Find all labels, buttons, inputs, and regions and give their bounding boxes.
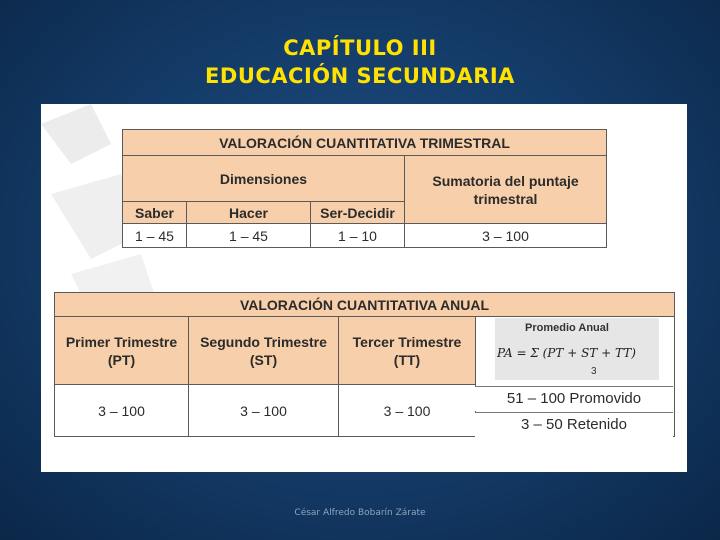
quarterly-valuation-table (122, 129, 607, 248)
result-retained: 3 – 50 Retenido (475, 412, 673, 437)
content-panel (41, 104, 687, 472)
title-line-2: EDUCACIÓN SECUNDARIA (205, 64, 515, 88)
annual-average-formula (495, 318, 659, 380)
third-quarter-abbr: (TT) (393, 351, 421, 368)
second-quarter-label: Segundo Trimestre (200, 333, 327, 350)
value-hacer: 1 – 45 (187, 224, 311, 248)
formula-denominator: 3 (591, 366, 597, 377)
annual-table-title: VALORACIÓN CUANTITATIVA ANUAL (55, 293, 675, 317)
quarterly-table-title: VALORACIÓN CUANTITATIVA TRIMESTRAL (123, 130, 607, 156)
second-quarter-abbr: (ST) (249, 351, 278, 368)
formula-label: Promedio Anual (525, 322, 609, 334)
sum-header: Sumatoria del puntaje trimestral (405, 156, 607, 224)
first-quarter-abbr: (PT) (107, 351, 136, 368)
value-second-quarter: 3 – 100 (189, 385, 339, 437)
third-quarter-label: Tercer Trimestre (352, 333, 462, 350)
title-line-1: CAPÍTULO III (283, 36, 437, 60)
formula-expression: PA = Σ (PT + ST + TT) (497, 346, 636, 360)
dimensions-header: Dimensiones (123, 156, 405, 202)
column-second-quarter (189, 317, 339, 385)
first-quarter-label: Primer Trimestre (65, 333, 178, 350)
value-sum: 3 – 100 (405, 224, 607, 248)
column-hacer: Hacer (187, 202, 311, 224)
column-ser-decidir: Ser-Decidir (311, 202, 405, 224)
value-first-quarter: 3 – 100 (55, 385, 189, 437)
column-saber: Saber (123, 202, 187, 224)
column-first-quarter (55, 317, 189, 385)
value-third-quarter: 3 – 100 (339, 385, 476, 437)
column-third-quarter (339, 317, 476, 385)
value-ser-decidir: 1 – 10 (311, 224, 405, 248)
value-saber: 1 – 45 (123, 224, 187, 248)
footer-author: César Alfredo Bobarín Zárate (294, 508, 426, 518)
slide-title (0, 34, 720, 90)
result-promoted: 51 – 100 Promovido (475, 386, 673, 411)
